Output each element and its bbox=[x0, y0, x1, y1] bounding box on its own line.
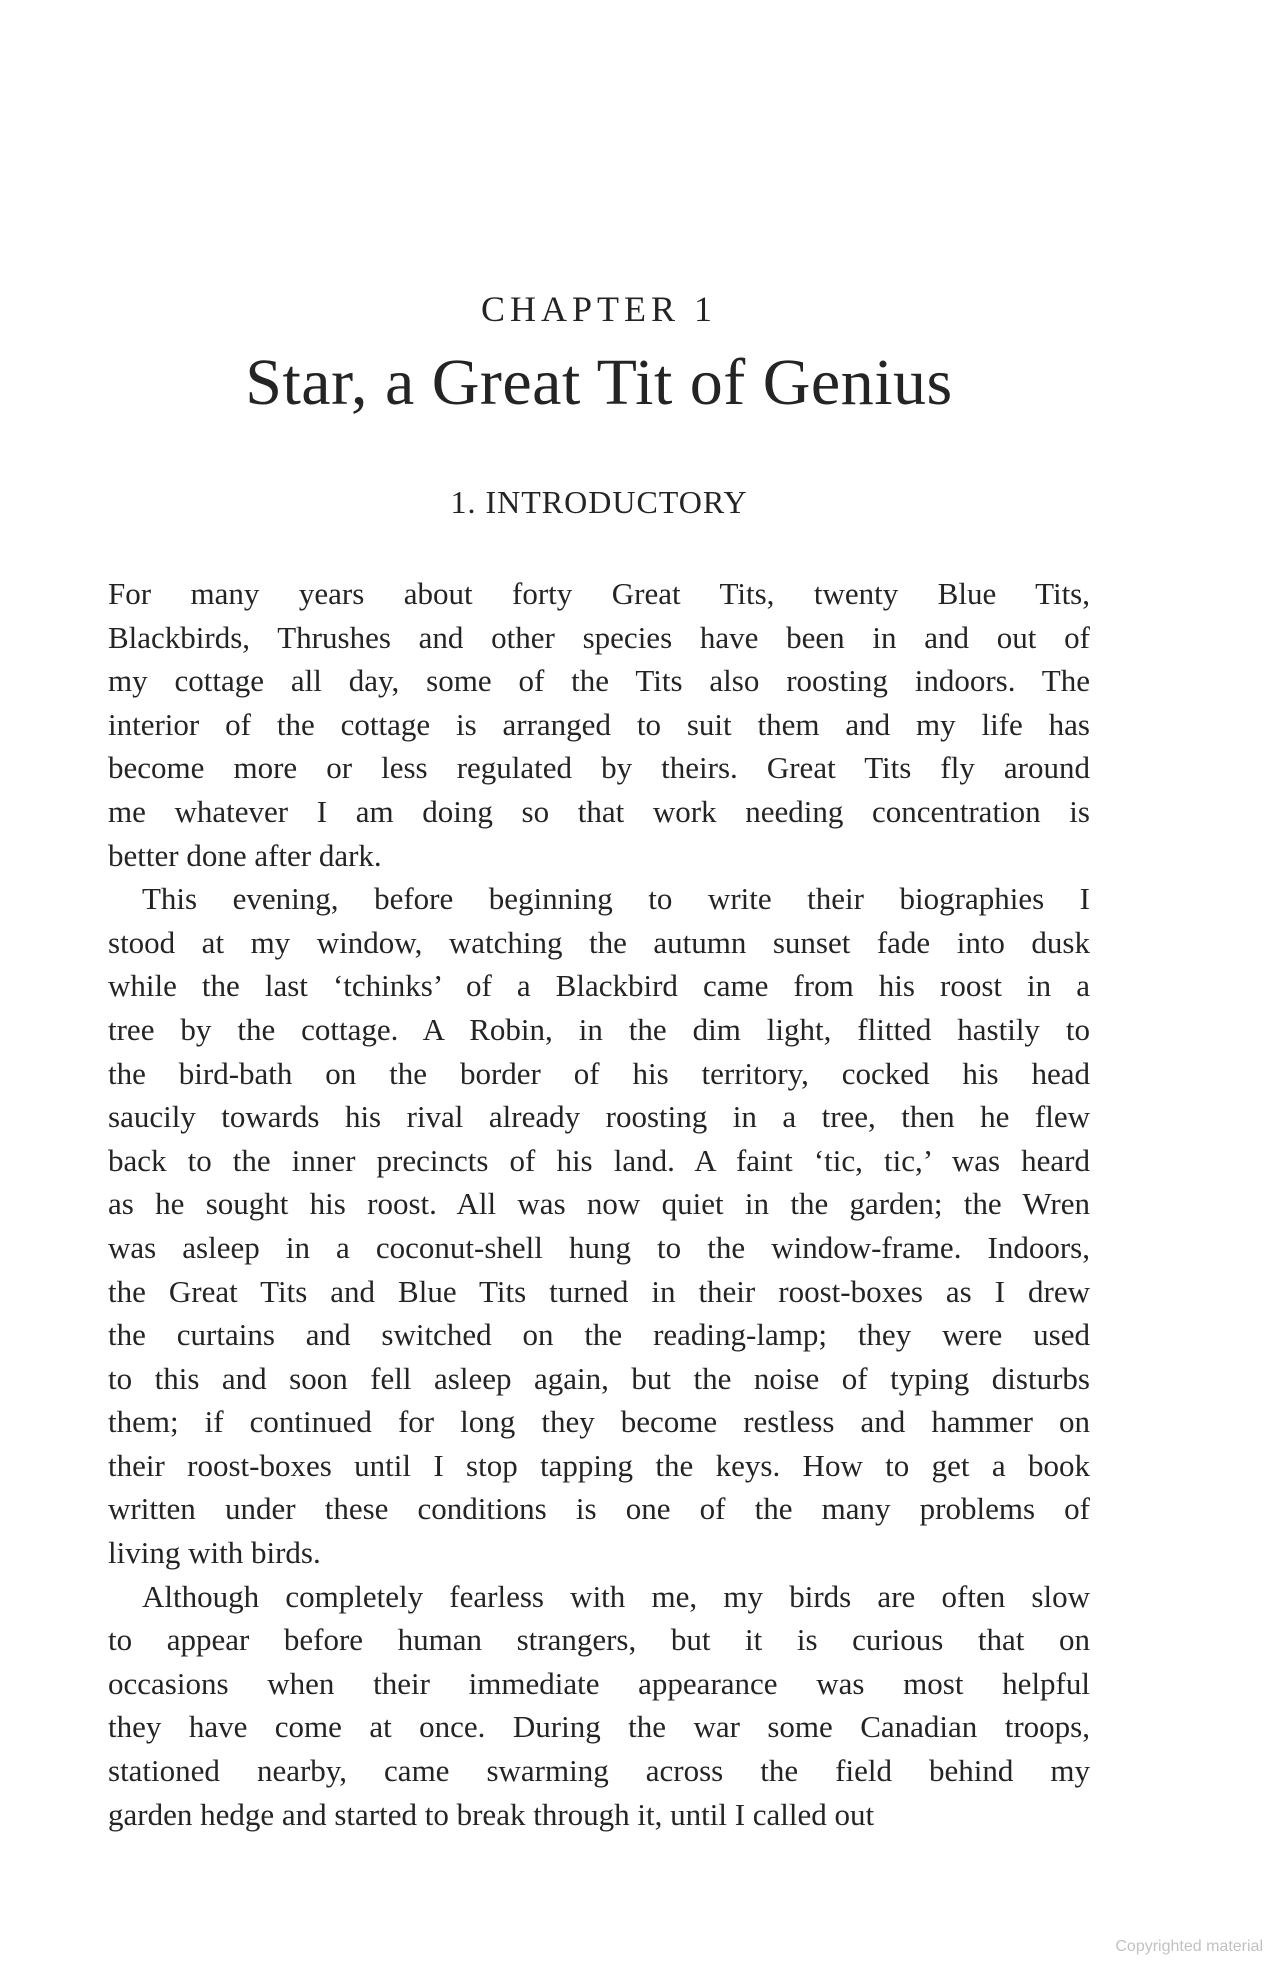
text-line: Although completely fearless with me, my birds are often slow bbox=[142, 1578, 1090, 1614]
page-title: Star, a Great Tit of Genius bbox=[245, 346, 953, 419]
text-line: occasions when their immediate appearance was most helpful bbox=[108, 1665, 1090, 1701]
text-line: they have come at once. During the war some Canadian troops, bbox=[108, 1709, 1090, 1745]
chapter-label: CHAPTER 1 bbox=[480, 289, 718, 329]
text-line: This evening, before beginning to write their biographies I bbox=[142, 881, 1090, 917]
section-heading: 1. INTRODUCTORY bbox=[450, 484, 748, 520]
body-text bbox=[108, 572, 1090, 1836]
paragraph bbox=[108, 572, 1090, 877]
text-line: For many years about forty Great Tits, twenty Blue Tits, bbox=[108, 576, 1090, 611]
text-line: as he sought his roost. All was now quiet in the garden; the Wren bbox=[108, 1186, 1090, 1222]
text-line: to this and soon fell asleep again, but the noise of typing disturbs bbox=[108, 1360, 1090, 1396]
text-line: better done after dark. bbox=[108, 837, 382, 873]
text-line: garden hedge and started to break through it, until I called out bbox=[108, 1796, 875, 1832]
text-line: stood at my window, watching the autumn sunset fade into dusk bbox=[108, 924, 1090, 960]
text-line: interior of the cottage is arranged to suit them and my life has bbox=[108, 706, 1090, 742]
text-line: living with birds. bbox=[108, 1535, 321, 1571]
text-line: the Great Tits and Blue Tits turned in their roost-boxes as I drew bbox=[108, 1273, 1090, 1309]
text-line: me whatever I am doing so that work needing concentration is bbox=[108, 793, 1090, 829]
text-line: stationed nearby, came swarming across the field behind my bbox=[108, 1753, 1090, 1789]
text-line: the bird-bath on the border of his territory, cocked his head bbox=[108, 1055, 1090, 1091]
text-line: back to the inner precincts of his land. A faint ‘tic, tic,’ was heard bbox=[108, 1142, 1090, 1178]
paragraph bbox=[108, 1575, 1090, 1837]
text-line: their roost-boxes until I stop tapping the keys. How to get a book bbox=[108, 1447, 1090, 1483]
text-line: the curtains and switched on the reading-lamp; they were used bbox=[108, 1317, 1090, 1353]
text-line: become more or less regulated by theirs. Great Tits fly around bbox=[108, 750, 1090, 786]
watermark-text: Copyrighted material bbox=[1115, 1938, 1263, 1955]
text-line: to appear before human strangers, but it is curious that on bbox=[108, 1622, 1090, 1658]
text-line: was asleep in a coconut-shell hung to the window-frame. Indoors, bbox=[108, 1229, 1090, 1265]
text-line: written under these conditions is one of the many problems of bbox=[108, 1491, 1090, 1527]
paragraph bbox=[108, 877, 1090, 1575]
text-line: Blackbirds, Thrushes and other species have been in and out of bbox=[108, 619, 1090, 655]
text-line: them; if continued for long they become restless and hammer on bbox=[108, 1404, 1090, 1440]
text-line: saucily towards his rival already roosting in a tree, then he flew bbox=[108, 1099, 1090, 1135]
text-line: my cottage all day, some of the Tits also roosting indoors. The bbox=[108, 663, 1090, 699]
text-line: while the last ‘tchinks’ of a Blackbird came from his roost in a bbox=[108, 968, 1090, 1004]
text-line: tree by the cottage. A Robin, in the dim light, flitted hastily to bbox=[108, 1011, 1090, 1047]
